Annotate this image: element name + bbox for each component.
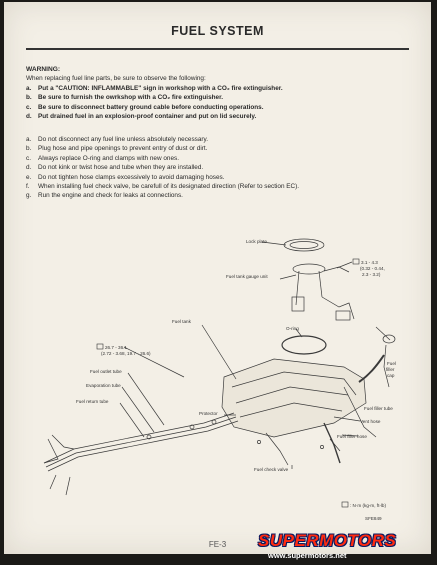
fuel-tank xyxy=(222,359,366,437)
precautions-list xyxy=(26,135,299,201)
item-letter: a. xyxy=(26,136,32,143)
label-o-ring: O-ring xyxy=(286,326,299,331)
manual-page xyxy=(4,2,431,554)
item-letter: b. xyxy=(26,94,32,102)
warning-heading: WARNING: xyxy=(26,66,61,73)
watermark-brand: SUPERMOTORS xyxy=(258,531,397,550)
label-filler-tube: Fuel filler tube xyxy=(364,406,393,411)
list-item xyxy=(26,93,283,102)
label-filler-cap-c: cap xyxy=(387,373,395,378)
label-evap-tube: Evaporation tube xyxy=(86,383,121,388)
item-letter: c. xyxy=(26,154,31,162)
gauge-unit xyxy=(292,264,354,320)
item-text: When installing fuel check valve, be carefull of its designated direction (Refer to section EC). xyxy=(38,182,300,190)
page-title: FUEL SYSTEM xyxy=(171,24,264,38)
list-item xyxy=(26,173,299,182)
item-letter: d. xyxy=(26,113,32,121)
item-text: Run the engine and check for leaks at connections. xyxy=(38,192,183,200)
item-text: Put a "CAUTION: INFLAMMABLE" sign in workshop with a CO₂ fire extinguisher. xyxy=(38,85,283,92)
item-letter: c. xyxy=(26,103,32,111)
item-text: Always replace O-ring and clamps with new ones. xyxy=(38,154,180,162)
list-item xyxy=(26,163,299,172)
label-torque1-c: 2.3 - 3.2) xyxy=(362,272,381,277)
label-outlet-tube: Fuel outlet tube xyxy=(90,369,122,374)
label-protector: Protector xyxy=(199,411,218,416)
fuel-system-diagram xyxy=(4,227,431,527)
item-letter: g. xyxy=(26,192,32,200)
o-ring xyxy=(282,336,326,354)
label-figure-code: SFE849 xyxy=(365,516,382,521)
item-letter: e. xyxy=(26,173,32,181)
header-divider xyxy=(26,48,409,50)
item-text: Do not tighten hose clamps excessively to avoid damaging hoses. xyxy=(38,173,225,181)
item-letter: d. xyxy=(26,164,32,172)
label-return-tube: Fuel return tube xyxy=(76,399,109,404)
label-check-valve: Fuel check valve xyxy=(254,467,289,472)
list-item xyxy=(26,191,299,200)
label-torque2-a: 26.7 - 36.1 xyxy=(105,345,127,350)
label-units: : N·m (kg-m, ft-lb) xyxy=(350,503,386,508)
label-gauge-unit: Fuel tank gauge unit xyxy=(226,274,268,279)
list-item xyxy=(26,103,283,112)
label-lock-plate: Lock plate xyxy=(246,239,267,244)
item-text: Plug hose and pipe openings to prevent entry of dust or dirt. xyxy=(38,145,208,153)
watermark-url: www.supermotors.net xyxy=(268,551,347,560)
list-item xyxy=(26,84,283,93)
label-vent-hose: Vent hose xyxy=(360,419,381,424)
page-number: FE-3 xyxy=(208,540,227,549)
label-torque1-a: 3.1 - 4.3 xyxy=(361,260,378,265)
label-torque2-b: (2.72 - 3.68, 19.7 - 26.6) xyxy=(101,351,151,356)
supermotors-watermark xyxy=(258,531,418,561)
item-letter: a. xyxy=(26,85,32,92)
item-text: Put drained fuel in an explosion-proof container and put on lid securely. xyxy=(38,113,257,121)
item-text: Be sure to furnish the owrkshop with a CO₂ fire extinguisher. xyxy=(38,94,224,102)
check-valve xyxy=(266,433,288,465)
label-filler-hose: Fuel filler hose xyxy=(337,434,367,439)
list-item xyxy=(26,135,299,144)
warning-intro: When replacing fuel line parts, be sure to observe the following: xyxy=(26,75,206,82)
label-torque1-b: (0.32 - 0.44, xyxy=(360,266,385,271)
list-item xyxy=(26,144,299,153)
label-fuel-tank: Fuel tank xyxy=(172,319,191,324)
item-text: Do not kink or twist hose and tube when they are installed. xyxy=(38,164,204,172)
item-letter: f. xyxy=(26,182,30,190)
label-filler-cap-b: filler xyxy=(386,367,395,372)
label-filler-cap-a: Fuel xyxy=(387,361,396,366)
fuel-lines xyxy=(44,413,238,495)
list-item xyxy=(26,154,299,163)
filler-tube xyxy=(359,355,384,382)
list-item xyxy=(26,112,283,121)
warning-list xyxy=(26,84,283,122)
item-letter: b. xyxy=(26,145,32,153)
item-text: Be sure to disconnect battery ground cable before conducting operations. xyxy=(38,103,264,111)
item-text: Do not disconnect any fuel line unless absolutely necessary. xyxy=(38,136,209,143)
list-item xyxy=(26,182,299,191)
